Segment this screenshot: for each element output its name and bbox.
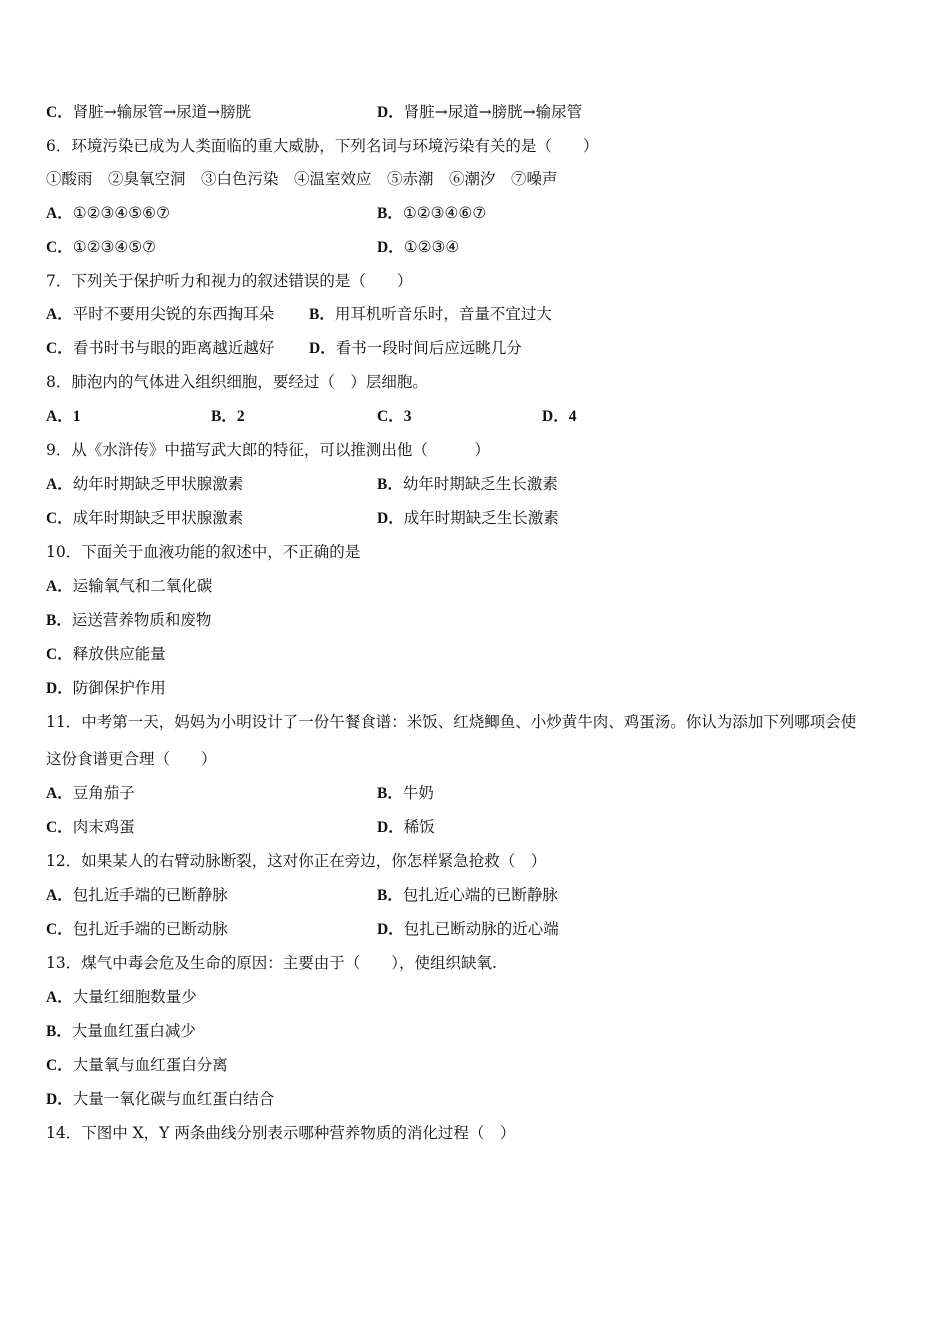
- q9-option-b[interactable]: B．幼年时期缺乏生长激素: [377, 475, 558, 493]
- q5-option-c[interactable]: C．肾脏→输尿管→尿道→膀胱: [46, 103, 252, 121]
- q11-stem-line1: 11．中考第一天，妈妈为小明设计了一份午餐食谱：米饭、红烧鲫鱼、小炒黄牛肉、鸡蛋汤。你认为添加下列哪项会使: [46, 713, 857, 731]
- q9-stem: 9．从《水浒传》中描写武大郎的特征，可以推测出他（ ）: [46, 441, 490, 459]
- q7-stem: 7．下列关于保护听力和视力的叙述错误的是（ ）: [46, 272, 413, 290]
- q7-option-a[interactable]: A．平时不要用尖锐的东西掏耳朵: [46, 305, 275, 323]
- q6-items: ①酸雨 ②臭氧空洞 ③白色污染 ④温室效应 ⑤赤潮 ⑥潮汐 ⑦噪声: [46, 170, 558, 188]
- q6-option-a[interactable]: A．①②③④⑤⑥⑦: [46, 204, 170, 222]
- q12-option-a[interactable]: A．包扎近手端的已断静脉: [46, 886, 228, 904]
- q9-option-a[interactable]: A．幼年时期缺乏甲状腺激素: [46, 475, 244, 493]
- q13-option-b[interactable]: B．大量血红蛋白减少: [46, 1022, 196, 1040]
- q10-option-b[interactable]: B．运送营养物质和废物: [46, 611, 212, 629]
- q10-option-d[interactable]: D．防御保护作用: [46, 679, 166, 697]
- q7-option-c[interactable]: C．看书时书与眼的距离越近越好: [46, 339, 275, 357]
- q9-option-c[interactable]: C．成年时期缺乏甲状腺激素: [46, 509, 244, 527]
- q8-stem: 8．肺泡内的气体进入组织细胞，要经过（ ）层细胞。: [46, 373, 428, 391]
- q7-option-b[interactable]: B．用耳机听音乐时，音量不宜过大: [309, 305, 552, 323]
- q12-option-b[interactable]: B．包扎近心端的已断静脉: [377, 886, 558, 904]
- q11-option-b[interactable]: B．牛奶: [377, 784, 434, 802]
- q14-stem: 14．下图中 X，Y 两条曲线分别表示哪种营养物质的消化过程（ ）: [46, 1124, 516, 1142]
- q11-option-a[interactable]: A．豆角茄子: [46, 784, 135, 802]
- q6-option-b[interactable]: B．①②③④⑥⑦: [377, 204, 487, 222]
- q6-stem: 6．环境污染已成为人类面临的重大威胁，下列名词与环境污染有关的是（ ）: [46, 137, 599, 155]
- q9-option-d[interactable]: D．成年时期缺乏生长激素: [377, 509, 559, 527]
- q12-option-c[interactable]: C．包扎近手端的已断动脉: [46, 920, 228, 938]
- q8-option-a[interactable]: A．1: [46, 408, 81, 425]
- q11-option-d[interactable]: D．稀饭: [377, 818, 435, 836]
- q13-option-d[interactable]: D．大量一氧化碳与血红蛋白结合: [46, 1090, 275, 1108]
- q8-option-b[interactable]: B．2: [211, 408, 245, 425]
- q13-option-c[interactable]: C．大量氧与血红蛋白分离: [46, 1056, 228, 1074]
- q10-option-a[interactable]: A．运输氧气和二氧化碳: [46, 577, 213, 595]
- q12-option-d[interactable]: D．包扎已断动脉的近心端: [377, 920, 559, 938]
- q7-option-d[interactable]: D．看书一段时间后应远眺几分: [309, 339, 522, 357]
- q5-option-d[interactable]: D．肾脏→尿道→膀胱→输尿管: [377, 103, 583, 121]
- q6-option-c[interactable]: C．①②③④⑤⑦: [46, 238, 157, 256]
- q10-option-c[interactable]: C．释放供应能量: [46, 645, 166, 663]
- q13-stem: 13．煤气中毒会危及生命的原因：主要由于（ ），使组织缺氧.: [46, 954, 497, 972]
- q11-stem-line2: 这份食谱更合理（ ）: [46, 750, 217, 768]
- q12-stem: 12．如果某人的右臂动脉断裂，这对你正在旁边，你怎样紧急抢救（ ）: [46, 852, 547, 870]
- q8-option-d[interactable]: D．4: [542, 408, 577, 425]
- q6-option-d[interactable]: D．①②③④: [377, 238, 460, 256]
- q10-stem: 10．下面关于血液功能的叙述中，不正确的是: [46, 543, 361, 561]
- q13-option-a[interactable]: A．大量红细胞数量少: [46, 988, 197, 1006]
- q11-option-c[interactable]: C．肉末鸡蛋: [46, 818, 135, 836]
- q8-option-c[interactable]: C．3: [377, 408, 412, 425]
